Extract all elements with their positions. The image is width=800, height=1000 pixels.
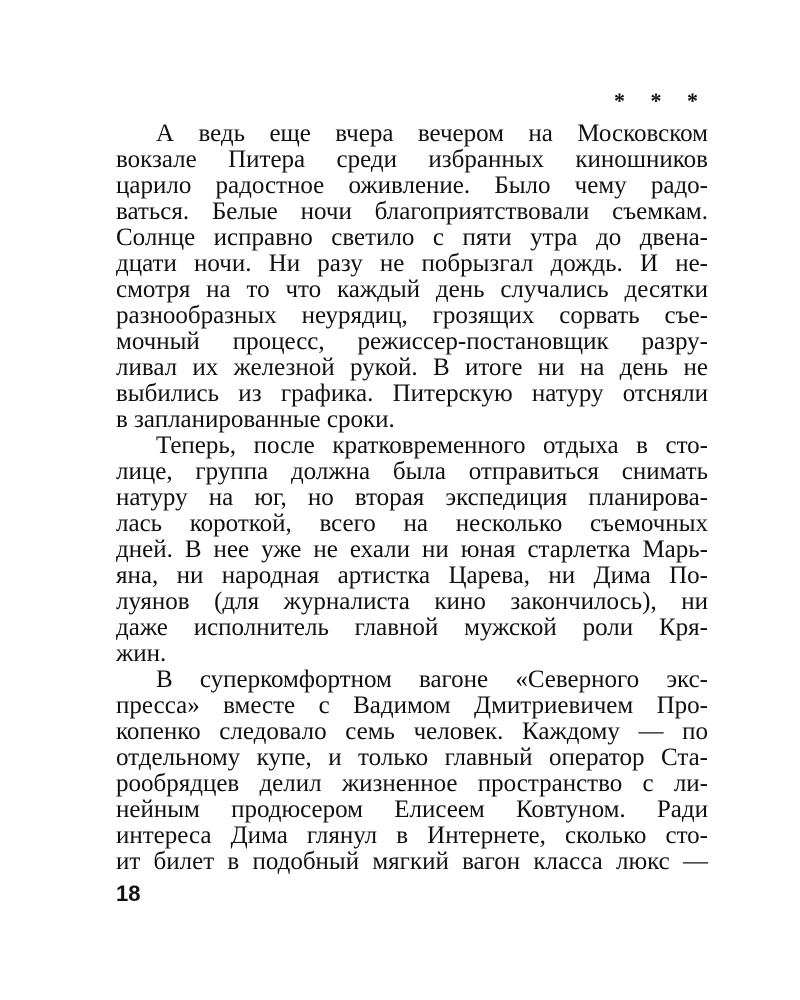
text-line: лась короткой, всего на несколько съемочных [116, 510, 708, 537]
text-line: мочный процесс, режиссер-постановщик разру- [116, 328, 708, 355]
body-text [116, 121, 708, 875]
text-line: дцати ночи. Ни разу не побрызгал дождь. И не- [116, 250, 708, 277]
text-line: жин. [116, 640, 167, 667]
text-line: интереса Дима глянул в Интернете, сколько сто- [116, 822, 708, 849]
text-line: дней. В нее уже не ехали ни юная старлетка Марь- [116, 536, 708, 563]
text-line: рообрядцев делил жизненное пространство с ли- [116, 770, 708, 797]
text-line: Теперь, после кратковременного отдыха в сто- [156, 432, 708, 459]
text-line: яна, ни народная артистка Царева, ни Дима По- [116, 562, 708, 589]
text-line: пресса» вместе с Вадимом Дмитриевичем Про- [116, 692, 708, 719]
text-line: ливал их железной рукой. В итоге ни на день не [116, 354, 708, 381]
paragraph [116, 433, 708, 667]
text-line: разнообразных неурядиц, грозящих сорвать съе- [116, 302, 708, 329]
text-line: В суперкомфортном вагоне «Северного экс- [156, 666, 708, 693]
text-line: лице, группа должна была отправиться снимать [116, 458, 708, 485]
page-number: 18 [116, 881, 141, 906]
text-line: выбились из графика. Питерскую натуру отсняли [116, 380, 708, 407]
paragraph [116, 121, 708, 433]
text-line: Солнце исправно светило с пяти утра до двена- [116, 224, 708, 251]
text-line: натуру на юг, но вторая экспедиция планирова- [116, 484, 708, 511]
text-line: нейным продюсером Елисеем Ковтуном. Ради [116, 796, 708, 823]
text-line: ваться. Белые ночи благоприятствовали съемкам. [116, 198, 708, 225]
text-line: ит билет в подобный мягкий вагон класса люкс — [116, 848, 708, 875]
section-break-mark: * * * [614, 88, 708, 113]
text-line: вокзале Питера среди избранных киношников [116, 146, 708, 173]
text-line: царило радостное оживление. Было чему радо- [116, 172, 708, 199]
text-line: в запланированные сроки. [116, 406, 395, 433]
paragraph [116, 667, 708, 875]
text-line: А ведь еще вчера вечером на Московском [156, 120, 708, 147]
text-line: луянов (для журналиста кино закончилось), ни [116, 588, 708, 615]
text-line: смотря на то что каждый день случались десятки [116, 276, 708, 303]
text-line: копенко следовало семь человек. Каждому — по [116, 718, 708, 745]
text-line: отдельному купе, и только главный оператор Ста- [116, 744, 708, 771]
text-line: даже исполнитель главной мужской роли Кря- [116, 614, 708, 641]
